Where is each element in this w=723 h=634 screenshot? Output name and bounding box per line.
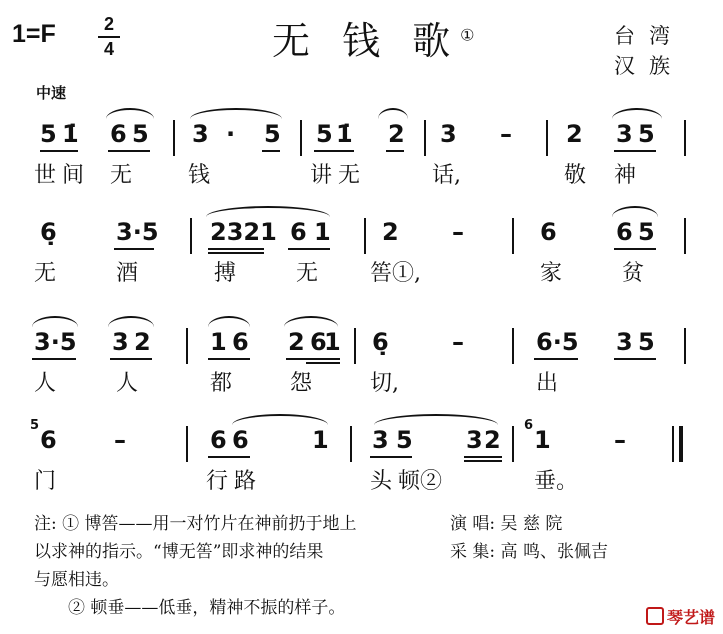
note: 2 — [134, 328, 151, 356]
beam — [288, 248, 330, 250]
meter-bottom: 4 — [103, 39, 114, 59]
slur — [206, 206, 330, 217]
barline — [424, 120, 426, 156]
barline — [190, 218, 192, 254]
note: 3 — [616, 328, 633, 356]
note: 1 — [324, 328, 341, 356]
lyric: 话, — [432, 163, 461, 188]
note: 5 — [396, 426, 413, 454]
meter-top: 2 — [103, 14, 114, 34]
note: 6 — [540, 218, 557, 246]
note: 3 — [192, 120, 209, 148]
note: 3 — [440, 120, 457, 148]
note: 6 — [290, 218, 307, 246]
lyric: 人 — [116, 371, 139, 396]
collector-label: 采 集: — [450, 542, 496, 562]
lyric: 间 — [62, 163, 85, 188]
time-signature — [98, 14, 120, 60]
barline — [512, 328, 514, 364]
note: · — [226, 120, 236, 148]
note: – — [114, 426, 126, 454]
note: 5 — [638, 120, 655, 148]
notes-row — [0, 328, 723, 362]
lyric: 讲 — [310, 163, 333, 188]
lyric: 酒 — [116, 261, 139, 286]
barline — [546, 120, 548, 156]
slur — [612, 206, 658, 217]
score-line-2 — [0, 196, 723, 286]
note: 3·5 — [116, 218, 159, 246]
barline — [186, 426, 188, 462]
lyric: 人 — [34, 371, 57, 396]
footnotes-label: 注: — [34, 514, 57, 534]
lyric: 无 — [338, 163, 361, 188]
note: 6·5 — [536, 328, 579, 356]
lyric: 切, — [370, 371, 399, 396]
note: – — [452, 328, 464, 356]
lyric: 顿② — [398, 469, 443, 494]
lyric: 垂。 — [534, 469, 579, 494]
note: 1̇ — [336, 120, 353, 148]
footnote-1-mark: ① — [62, 514, 80, 534]
note: 6 — [310, 328, 327, 356]
note: 1 — [210, 328, 227, 356]
singer-label: 演 唱: — [450, 514, 496, 534]
barline — [672, 426, 674, 462]
note: 6 — [232, 328, 249, 356]
beam — [614, 358, 656, 360]
note: 6 — [40, 426, 57, 454]
barline — [684, 328, 686, 364]
footnote-1-line-3: 与愿相违。 — [34, 570, 119, 590]
lyric: 敬 — [564, 163, 587, 188]
footnote-1-line-2: 以求神的指示。“博无筶”即求神的结果 — [34, 542, 324, 562]
lyric: 钱 — [188, 163, 211, 188]
slur — [208, 316, 250, 327]
slur — [284, 316, 338, 327]
footnote-2-text: 顿垂——低垂，精神不振的样子。 — [90, 598, 346, 618]
note: 2 — [382, 218, 399, 246]
notes-row — [0, 218, 723, 252]
beam — [314, 150, 354, 152]
note: 5 — [132, 120, 149, 148]
slur — [106, 108, 154, 119]
lyric: 头 — [370, 469, 393, 494]
score-line-1 — [0, 98, 723, 188]
note: 6̣ — [372, 328, 389, 356]
lyric: 世 — [34, 163, 57, 188]
beam — [464, 460, 502, 462]
slur — [32, 316, 78, 327]
barline — [364, 218, 366, 254]
song-title-text: 无 钱 歌 — [272, 19, 461, 63]
logo-icon — [646, 607, 664, 625]
barline — [512, 426, 514, 462]
singer-credit — [450, 510, 608, 538]
note: 5 — [638, 218, 655, 246]
key-signature: 1=F — [12, 20, 56, 48]
slur — [232, 414, 328, 425]
final-barline — [679, 426, 683, 462]
lyric: 怨 — [290, 371, 313, 396]
note: 6 — [110, 120, 127, 148]
slur — [190, 108, 282, 119]
beam — [286, 358, 340, 360]
tempo-marking: 中速 — [36, 84, 67, 102]
collector-names: 高 鸣、张佩吉 — [500, 542, 608, 562]
note: 6̣ — [40, 218, 57, 246]
lyric: 门 — [34, 469, 57, 494]
barline — [173, 120, 175, 156]
note: 3 — [372, 426, 389, 454]
beam — [208, 248, 264, 250]
footnote-1-line-1 — [34, 510, 357, 538]
note: 3 — [112, 328, 129, 356]
note: 6 — [232, 426, 249, 454]
note: 3 — [616, 120, 633, 148]
beam — [110, 358, 152, 360]
note: 3·5 — [34, 328, 77, 356]
slur — [612, 108, 662, 119]
note: 2 — [288, 328, 305, 356]
beam — [208, 358, 250, 360]
meter-divider — [98, 36, 120, 38]
slur — [378, 108, 408, 119]
note: 2 — [388, 120, 405, 148]
watermark-logo — [646, 605, 715, 628]
note: 2 — [484, 426, 501, 454]
beam — [534, 358, 578, 360]
beam — [32, 358, 76, 360]
beam — [614, 150, 656, 152]
note: 5 — [40, 120, 57, 148]
lyric: 无 — [296, 261, 319, 286]
beam — [208, 252, 264, 254]
note: 1 — [314, 218, 331, 246]
barline — [350, 426, 352, 462]
beam — [40, 150, 78, 152]
lyric: 行 — [206, 469, 229, 494]
score-line-4 — [0, 404, 723, 494]
slur — [374, 414, 498, 425]
lyric: 家 — [540, 261, 563, 286]
barline — [186, 328, 188, 364]
note: 1 — [534, 426, 551, 454]
title-footnote-mark: ① — [460, 25, 475, 45]
barline — [684, 120, 686, 156]
beam — [208, 456, 250, 458]
region-label: 台湾 — [614, 24, 684, 48]
note: 5 — [638, 328, 655, 356]
notes-row — [0, 120, 723, 154]
watermark-text: 琴艺谱 — [666, 608, 715, 627]
note: 3 — [466, 426, 483, 454]
notes-row — [0, 418, 723, 460]
note: 2 — [566, 120, 583, 148]
beam — [108, 150, 150, 152]
beam — [370, 456, 412, 458]
note: 6 — [210, 426, 227, 454]
beam — [386, 150, 404, 152]
beam — [464, 456, 502, 458]
collector-credit — [450, 538, 608, 566]
lyric: 都 — [210, 371, 233, 396]
singer-name: 吴 慈 院 — [500, 514, 563, 534]
beam — [114, 248, 154, 250]
lyric: 出 — [536, 371, 559, 396]
beam — [306, 362, 340, 364]
barline — [512, 218, 514, 254]
slur — [108, 316, 154, 327]
note: – — [452, 218, 464, 246]
note: 5 — [264, 120, 281, 148]
footnote-2-mark: ② — [68, 598, 85, 618]
footnotes — [34, 510, 357, 622]
barline — [684, 218, 686, 254]
lyric: 搏 — [214, 261, 237, 286]
barline — [354, 328, 356, 364]
grace-note: 6 — [524, 418, 534, 433]
note: – — [500, 120, 512, 148]
beam — [262, 150, 280, 152]
grace-note: 5 — [30, 418, 40, 433]
lyric: 无 — [110, 163, 133, 188]
note: 1̇ — [62, 120, 79, 148]
note: 5 — [316, 120, 333, 148]
note: – — [614, 426, 626, 454]
lyric: 筶①, — [370, 261, 421, 286]
beam — [614, 248, 656, 250]
credits — [450, 510, 608, 566]
song-title — [272, 10, 475, 65]
footnote-2 — [34, 594, 357, 622]
footnote-1-text: 博筶——用一对竹片在神前扔于地上 — [84, 514, 357, 534]
barline — [300, 120, 302, 156]
note: 2321 — [210, 218, 277, 246]
lyric: 贫 — [622, 261, 645, 286]
ethnic-label: 汉族 — [614, 54, 684, 78]
lyric: 无 — [34, 261, 57, 286]
lyric: 神 — [614, 163, 637, 188]
note: 6 — [616, 218, 633, 246]
score-line-3 — [0, 306, 723, 396]
note: 1 — [312, 426, 329, 454]
lyric: 路 — [234, 469, 257, 494]
